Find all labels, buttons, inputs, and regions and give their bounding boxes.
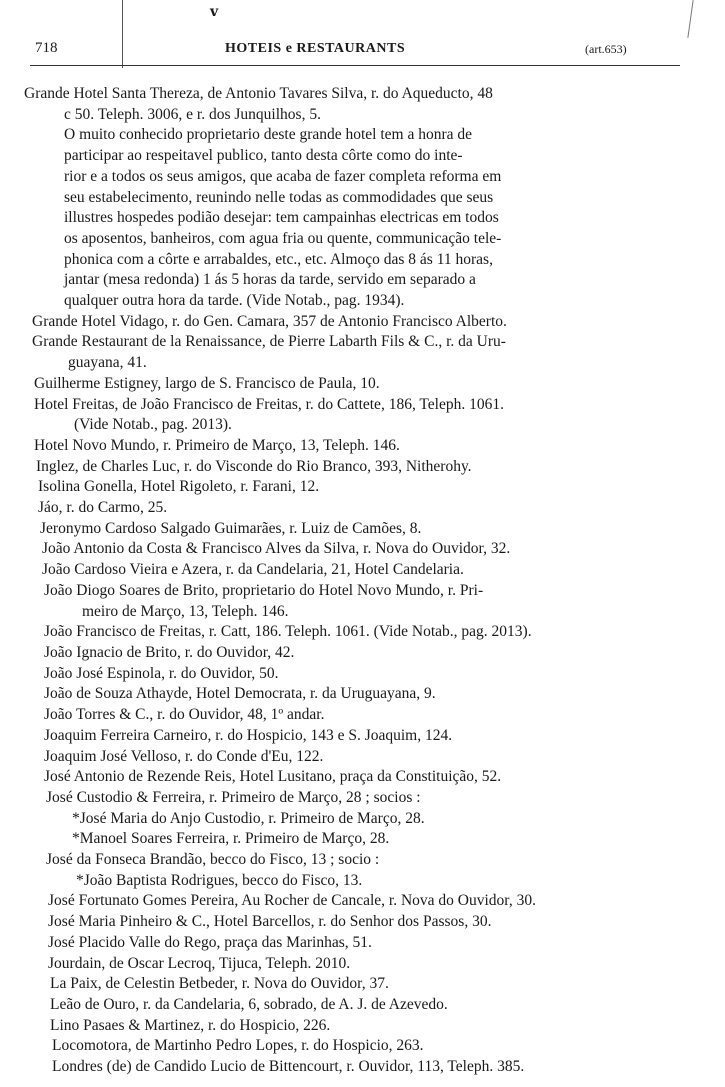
- entry-line: qualquer outra hora da tarde. (Vide Notab., pag. 1934).: [64, 292, 405, 310]
- page-header: [30, 40, 660, 62]
- entry-line: meiro de Março, 13, Teleph. 146.: [82, 602, 289, 620]
- entry-line: O muito conhecido proprietario deste grande hotel tem a honra de: [64, 126, 473, 144]
- directory-entry: [34, 395, 725, 436]
- entry-line: *João Baptista Rodrigues, becco do Fisco, 13.: [76, 871, 363, 889]
- entry-line: phonica com a côrte e arrabaldes, etc., etc. Almoço das 8 ás 11 horas,: [64, 250, 493, 268]
- entry-line: illustres hospedes podião desejar: tem campainhas electricas em todos: [64, 209, 499, 227]
- entry-line: Joaquim Ferreira Carneiro, r. do Hospicio, 143 e S. Joaquim, 124.: [44, 726, 453, 744]
- directory-entry: [52, 1057, 725, 1078]
- entry-line: *Manoel Soares Ferreira, r. Primeiro de Março, 28.: [72, 830, 390, 848]
- directory-entry: [52, 1036, 725, 1057]
- page-number: 718: [35, 40, 58, 56]
- entry-line: João Antonio da Costa & Francisco Alves da Silva, r. Nova do Ouvidor, 32.: [42, 540, 511, 558]
- directory-entry: [32, 332, 725, 373]
- directory-entry: [34, 374, 725, 395]
- entry-line: Grande Restaurant de la Renaissance, de Pierre Labarth Fils & C., r. da Uru-: [32, 333, 506, 351]
- entry-line: João Ignacio de Brito, r. do Ouvidor, 42.: [44, 643, 295, 661]
- directory-entry: [48, 891, 725, 912]
- entry-line: La Paix, de Celestin Betbeder, r. Nova do Ouvidor, 37.: [50, 975, 389, 993]
- entry-line: seu estabelecimento, reunindo nelle todas as commodidades que seus: [64, 188, 494, 206]
- directory-entry: [50, 974, 725, 995]
- directory-entry: [44, 643, 725, 664]
- entry-line: João José Espinola, r. do Ouvidor, 50.: [44, 664, 279, 682]
- entry-line: João Torres & C., r. do Ouvidor, 48, 1º andar.: [44, 706, 325, 724]
- directory-entry: [44, 747, 725, 768]
- directory-entry: [50, 1016, 725, 1037]
- directory-entry: [24, 84, 725, 312]
- entry-line: Jáo, r. do Carmo, 25.: [38, 499, 168, 517]
- entry-line: José Placido Valle do Rego, praça das Marinhas, 51.: [48, 933, 372, 951]
- directory-entry: [42, 560, 725, 581]
- directory-entry: [48, 912, 725, 933]
- directory-entry: [38, 498, 725, 519]
- entry-line: participar ao respeitavel publico, tanto desta côrte como do inte-: [64, 147, 463, 165]
- entry-line: (Vide Notab., pag. 2013).: [74, 416, 232, 434]
- entry-line: João de Souza Athayde, Hotel Democrata, r. da Uruguayana, 9.: [44, 685, 436, 703]
- entry-line: *José Maria do Anjo Custodio, r. Primeiro de Março, 28.: [72, 809, 425, 827]
- entry-line: Locomotora, de Martinho Pedro Lopes, r. do Hospicio, 263.: [52, 1037, 424, 1055]
- entry-line: guayana, 41.: [68, 354, 147, 372]
- entry-line: João Diogo Soares de Brito, proprietario do Hotel Novo Mundo, r. Pri-: [44, 581, 484, 599]
- entry-line: Leão de Ouro, r. da Candelaria, 6, sobrado, de A. J. de Azevedo.: [50, 995, 448, 1013]
- entry-line: José da Fonseca Brandão, becco do Fisco, 13 ; socio :: [46, 851, 380, 869]
- directory-entry: [46, 788, 725, 809]
- top-mark: v: [210, 4, 219, 20]
- directory-entry: [44, 705, 725, 726]
- directory-entry: [44, 622, 725, 643]
- entry-line: Isolina Gonella, Hotel Rigoleto, r. Farani, 12.: [38, 478, 320, 496]
- section-reference: (art.653): [585, 42, 627, 56]
- entry-line: Hotel Novo Mundo, r. Primeiro de Março, 13, Teleph. 146.: [34, 436, 400, 454]
- header-rule: [30, 65, 680, 66]
- entry-line: c 50. Teleph. 3006, e r. dos Junquilhos, 5.: [64, 105, 321, 123]
- directory-entry: [48, 954, 725, 975]
- directory-entry: [42, 539, 725, 560]
- entry-line: Grande Hotel Santa Thereza, de Antonio Tavares Silva, r. do Aqueducto, 48: [24, 85, 493, 102]
- running-title: HOTEIS e RESTAURANTS: [225, 41, 406, 56]
- entry-line: Hotel Freitas, de João Francisco de Freitas, r. do Cattete, 186, Teleph. 1061.: [34, 395, 504, 413]
- directory-entry: [34, 436, 725, 457]
- directory-entry: [46, 850, 725, 871]
- entry-line: José Maria Pinheiro & C., Hotel Barcellos, r. do Senhor dos Passos, 30.: [48, 913, 492, 931]
- entry-line: João Cardoso Vieira e Azera, r. da Candelaria, 21, Hotel Candelaria.: [42, 561, 464, 579]
- directory-entry: [32, 312, 725, 333]
- directory-entry: [38, 477, 725, 498]
- entry-line: Londres (de) de Candido Lucio de Bittencourt, r. Ouvidor, 113, Teleph. 385.: [52, 1058, 525, 1076]
- directory-entry: [44, 684, 725, 705]
- entry-line: rior e a todos os seus amigos, que acaba de fazer completa reforma em: [64, 167, 502, 185]
- entry-line: Jourdain, de Oscar Lecroq, Tijuca, Teleph. 2010.: [48, 954, 351, 972]
- entry-line: Inglez, de Charles Luc, r. do Visconde do Rio Branco, 393, Nitherohy.: [36, 457, 472, 475]
- entry-line: jantar (mesa redonda) 1 ás 5 horas da tarde, servido em separado a: [64, 271, 476, 289]
- entry-line: Joaquim José Velloso, r. do Conde d'Eu, 122.: [44, 747, 324, 765]
- directory-entry: [44, 664, 725, 685]
- directory-entry-partner: [76, 871, 725, 892]
- entry-line: Lino Pasaes & Martinez, r. do Hospicio, 226.: [50, 1016, 331, 1034]
- directory-entry: [44, 767, 725, 788]
- entry-line: José Antonio de Rezende Reis, Hotel Lusitano, praça da Constituição, 52.: [44, 768, 502, 786]
- directory-entry: [44, 726, 725, 747]
- directory-entry-partner: [72, 829, 725, 850]
- directory-entry: [40, 519, 725, 540]
- entry-line: Grande Hotel Vidago, r. do Gen. Camara, 357 de Antonio Francisco Alberto.: [32, 312, 507, 330]
- entry-line: João Francisco de Freitas, r. Catt, 186. Teleph. 1061. (Vide Notab., pag. 2013).: [44, 623, 532, 641]
- directory-entry: [48, 933, 725, 954]
- entry-line: Jeronymo Cardoso Salgado Guimarães, r. Luiz de Camões, 8.: [40, 519, 422, 537]
- directory-entry: [50, 995, 725, 1016]
- entry-line: os aposentos, banheiros, com agua fria ou quente, communicação tele-: [64, 229, 502, 247]
- entry-line: José Fortunato Gomes Pereira, Au Rocher de Cancale, r. Nova do Ouvidor, 30.: [48, 892, 536, 910]
- entry-line: Guilherme Estigney, largo de S. Francisco de Paula, 10.: [34, 374, 380, 392]
- entry-line: José Custodio & Ferreira, r. Primeiro de Março, 28 ; socios :: [46, 788, 421, 806]
- directory-entry: [36, 457, 725, 478]
- directory-entries: [0, 84, 725, 1078]
- directory-entry-partner: [72, 809, 725, 830]
- directory-entry: [44, 581, 725, 622]
- right-margin-mark: [687, 0, 693, 38]
